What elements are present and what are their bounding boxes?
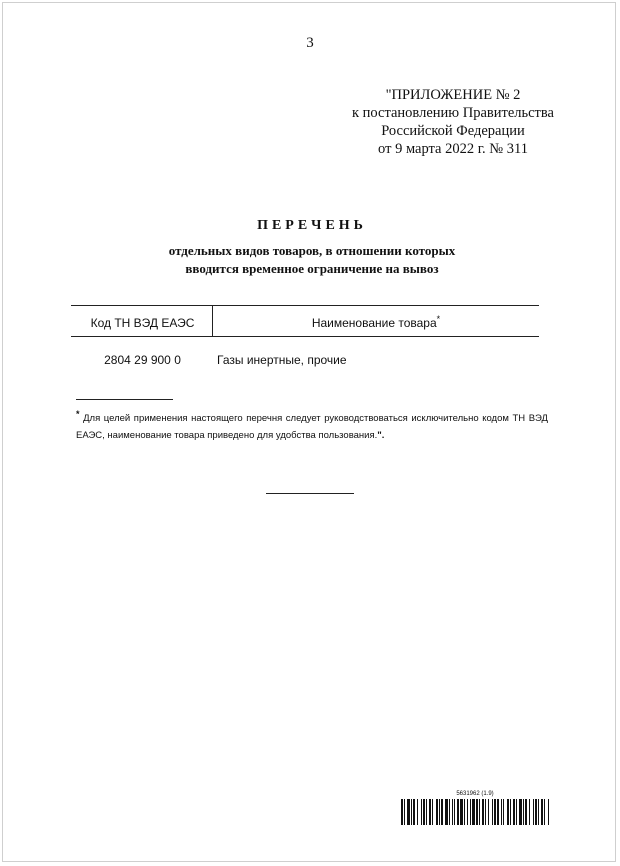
- barcode-bar: [497, 799, 499, 825]
- appendix-header: [303, 86, 603, 158]
- barcode-bar: [421, 799, 422, 825]
- barcode-bar: [525, 799, 527, 825]
- subtitle-line-1: отдельных видов товаров, в отношении которых: [168, 243, 456, 258]
- barcode-bar: [429, 799, 431, 825]
- document-subtitle: [3, 242, 620, 278]
- barcode-bar: [404, 799, 405, 825]
- barcode-bar: [460, 799, 463, 825]
- document-title: ПЕРЕЧЕНЬ: [257, 218, 367, 233]
- appendix-title: "ПРИЛОЖЕНИЕ № 2: [385, 87, 521, 103]
- barcode-bar: [548, 799, 549, 825]
- barcode-bar: [423, 799, 425, 825]
- table-cell-name: Газы инертные, прочие: [217, 353, 347, 367]
- barcode-bar: [501, 799, 502, 825]
- appendix-government: Российской Федерации: [381, 123, 525, 139]
- barcode-bar: [457, 799, 459, 825]
- barcode-bar: [449, 799, 450, 825]
- barcode-bar: [445, 799, 448, 825]
- barcode-number: 5631962 (1.9): [456, 791, 494, 797]
- barcode-bar: [413, 799, 415, 825]
- barcode-bar: [492, 799, 493, 825]
- appendix-date-number: от 9 марта 2022 г. № 311: [378, 141, 528, 157]
- barcode-bar: [452, 799, 453, 825]
- barcode-bar: [439, 799, 440, 825]
- footnote-mark: *: [76, 408, 80, 419]
- barcode-bar: [470, 799, 471, 825]
- barcode-bar: [503, 799, 504, 825]
- barcode-bar: [535, 799, 537, 825]
- barcode-bar: [538, 799, 539, 825]
- barcode-bar: [417, 799, 418, 825]
- barcode-bar: [432, 799, 433, 825]
- document-page: [2, 2, 616, 862]
- table-header-name-label: Наименование товара: [311, 316, 437, 330]
- footnote-separator: [76, 399, 173, 400]
- barcode-image: [401, 799, 549, 825]
- barcode-bar: [411, 799, 412, 825]
- barcode-bar: [467, 799, 468, 825]
- appendix-reference: к постановлению Правительства: [352, 105, 554, 121]
- table-header-rule: [71, 336, 539, 337]
- table-header-name: [213, 316, 539, 330]
- barcode-bar: [533, 799, 534, 825]
- barcode-bar: [513, 799, 515, 825]
- barcode-bar: [454, 799, 455, 825]
- barcode-bar: [523, 799, 524, 825]
- barcode-bar: [485, 799, 486, 825]
- barcode-bar: [507, 799, 509, 825]
- page-number: 3: [306, 35, 314, 51]
- barcode-bar: [529, 799, 530, 825]
- barcode-bar: [407, 799, 410, 825]
- end-separator: [266, 493, 354, 494]
- footnote: [76, 410, 548, 444]
- barcode-bar: [472, 799, 475, 825]
- barcode-bar: [401, 799, 403, 825]
- table-cell-code: 2804 29 900 0: [104, 353, 181, 367]
- table-top-rule: [71, 305, 539, 306]
- footnote-closing: ".: [377, 430, 385, 441]
- barcode-bar: [519, 799, 522, 825]
- barcode-bar: [494, 799, 496, 825]
- barcode-bar: [482, 799, 484, 825]
- subtitle-line-2: вводится временное ограничение на вывоз: [185, 261, 439, 276]
- barcode-bar: [516, 799, 517, 825]
- footnote-text: Для целей применения настоящего перечня следует руководствоваться исключительно кодом ТН ВЭД ЕАЭС, наименование товара приведено для удобства пользования.: [76, 413, 548, 441]
- barcode-bar: [510, 799, 511, 825]
- barcode-bar: [476, 799, 478, 825]
- barcode-bar: [441, 799, 443, 825]
- barcode-bar: [479, 799, 480, 825]
- table-header-code: Код ТН ВЭД ЕАЭС: [90, 316, 195, 330]
- barcode-bar: [541, 799, 543, 825]
- barcode-bar: [426, 799, 427, 825]
- barcode-bar: [464, 799, 465, 825]
- barcode-bar: [436, 799, 438, 825]
- barcode-bar: [488, 799, 489, 825]
- barcode-bar: [544, 799, 545, 825]
- table-header-footnote-mark: *: [436, 314, 441, 324]
